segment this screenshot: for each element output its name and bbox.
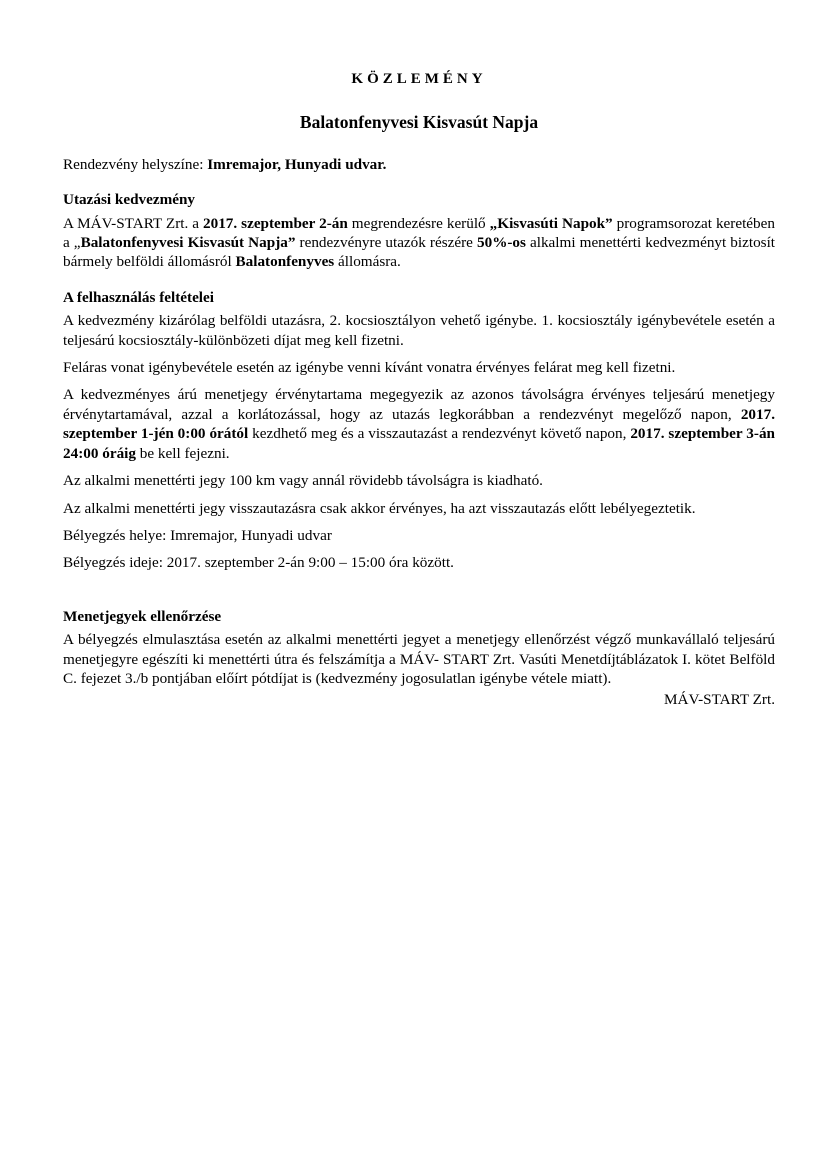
conditions-paragraph-5: Az alkalmi menettérti jegy visszautazásra csak akkor érvényes, ha azt visszautazás előtt lebélyegeztetik. [63, 499, 696, 517]
stamping-time: Bélyegzés ideje: 2017. szeptember 2-án 9:00 – 15:00 óra között. [63, 554, 454, 572]
event-title: Balatonfenyvesi Kisvasút Napja [299, 112, 539, 133]
conditions-paragraph-3 [63, 385, 775, 463]
discount-section-title: Utazási kedvezmény [63, 191, 196, 209]
venue-value: Imremajor, Hunyadi udvar. [207, 155, 387, 173]
validity-text-2: kezdhető meg és a visszautazást a rendezvényt követő napon, [248, 425, 631, 443]
discount-text-3: programsorozat keretében a „ [63, 214, 775, 252]
document-page [63, 70, 775, 710]
discount-event-name: Balatonfenyvesi Kisvasút Napja” [80, 234, 296, 252]
validity-text-3: be kell fejezni. [135, 444, 230, 462]
section-spacer [63, 581, 775, 607]
conditions-section-title: A felhasználás feltételei [63, 288, 214, 306]
discount-paragraph [63, 214, 775, 272]
control-paragraph: A bélyegzés elmulasztása esetén az alkalmi menettérti jegyet a menetjegy ellenőrzést végző munkavállaló teljesárú menetjegyre egészíti ki menettérti útra és felszámítja a MÁV- START Zrt. Vasúti Menetdíjtáblázatok I. kötet Belföld C. fejezet 3./b pontjában előírt pótdíjat is (kedvezmény jogosulatlan igénybe vétele miatt). [63, 631, 775, 687]
discount-text-2: megrendezésre kerülő [347, 214, 490, 232]
stamping-place: Bélyegzés helye: Imremajor, Hunyadi udvar [63, 526, 332, 544]
validity-text-1: A kedvezményes árú menetjegy érvénytartama megegyezik az azonos távolságra érvényes teljesárú menetjegy érvénytartamával, azzal a korlátozással, hogy az utazás legkorábban a rendezvényt megelőző napon, [63, 386, 775, 423]
discount-text-6: állomásra. [334, 253, 401, 271]
signature: MÁV-START Zrt. [664, 691, 775, 709]
discount-text-4: rendezvényre utazók részére [295, 234, 477, 252]
discount-destination: Balatonfenyves [235, 253, 335, 271]
conditions-paragraph-2: Feláras vonat igénybevétele esetén az igénybe venni kívánt vonatra érvényes felárat meg kell fizetni. [63, 359, 676, 377]
conditions-paragraph-1: A kedvezmény kizárólag belföldi utazásra, 2. kocsiosztályon vehető igénybe. 1. kocsiosztály igénybevétele esetén a teljesárú kocsiosztály-különbözeti díjat meg kell fizetni. [63, 312, 775, 349]
discount-text-5: alkalmi menettérti kedvezményt biztosít bármely belföldi állomásról [63, 234, 776, 271]
validity-start: 2017. szeptember 1-jén 0:00 órától [63, 405, 775, 443]
discount-percent: 50%-os [477, 234, 526, 252]
venue-line [63, 155, 775, 174]
validity-end: 2017. szeptember 3-án 24:00 óráig [63, 425, 775, 462]
discount-date: 2017. szeptember 2-án [203, 214, 348, 232]
discount-program-name: „Kisvasúti Napok” [489, 214, 613, 232]
control-section-title: Menetjegyek ellenőrzése [63, 607, 222, 625]
announcement-heading: KÖZLEMÉNY [351, 71, 487, 87]
venue-label: Rendezvény helyszíne: [63, 155, 208, 173]
discount-text-1: A MÁV-START Zrt. a [63, 214, 203, 232]
conditions-paragraph-4: Az alkalmi menettérti jegy 100 km vagy annál rövidebb távolságra is kiadható. [63, 472, 543, 490]
